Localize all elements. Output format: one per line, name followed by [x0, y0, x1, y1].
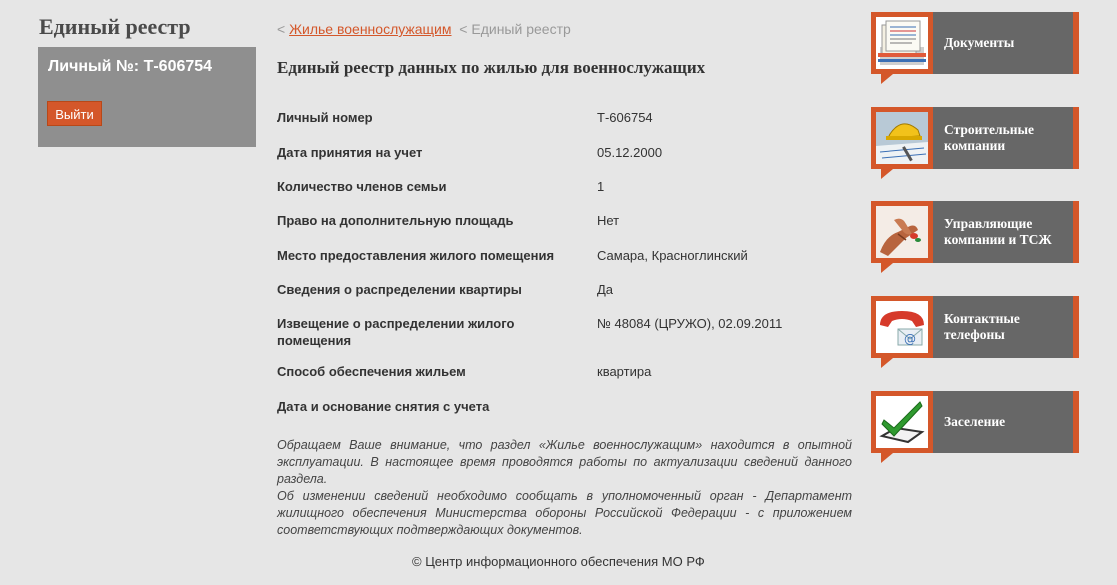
svg-text:@: @ — [904, 332, 916, 346]
notice — [277, 437, 852, 539]
notice-paragraph: Об изменении сведений необходимо сообщать в уполномоченный орган - Департамент жилищного обеспечения Министерства обороны Российской Федерации - с приложением соответствующих подтверждающих документов. — [277, 489, 852, 537]
handshake-icon — [876, 206, 928, 258]
tile-label: Заселение — [944, 414, 1006, 429]
row-value: Нет — [597, 213, 620, 228]
row-value: № 48084 (ЦРУЖО), 02.09.2011 — [597, 316, 783, 331]
row-label: Способ обеспечения жильем — [277, 364, 466, 379]
row-label: Сведения о распределении квартиры — [277, 282, 522, 297]
documents-icon — [876, 17, 928, 69]
notice-paragraph: Обращаем Ваше внимание, что раздел «Жилье военнослужащим» находится в опытной эксплуатации. В настоящее время проводятся работы по актуализации сведений данного раздела. — [277, 438, 852, 486]
tile-label: Строительные компании — [944, 122, 1035, 153]
row-value: квартира — [597, 364, 652, 379]
row-value: Т-606754 — [597, 110, 653, 125]
breadcrumb-separator: < — [451, 21, 472, 37]
tile-documents[interactable] — [871, 12, 1079, 74]
construction-icon — [876, 112, 928, 164]
page-title: Единый реестр данных по жилью для военнослужащих — [277, 58, 706, 77]
tile-label: Документы — [944, 35, 1015, 50]
tile-label: Управляющие компании и ТСЖ — [944, 216, 1052, 247]
tile-label: Контактные телефоны — [944, 311, 1020, 342]
row-label: Извещение о распределении жилого помещения — [277, 316, 515, 348]
personal-number: Личный №: Т-606754 — [48, 58, 213, 75]
row-value: Самара, Красноглинский — [597, 248, 748, 263]
footer-copyright: © Центр информационного обеспечения МО РФ — [412, 554, 705, 569]
tile-construction-companies[interactable] — [871, 107, 1079, 169]
tile-image-frame — [871, 296, 933, 358]
breadcrumb-link-housing[interactable]: Жилье военнослужащим — [289, 21, 452, 37]
breadcrumb-current: Единый реестр — [471, 21, 571, 37]
tile-image-frame — [871, 107, 933, 169]
checkmark-icon — [876, 396, 928, 448]
tile-management-companies[interactable] — [871, 201, 1079, 263]
breadcrumb — [277, 21, 571, 37]
phone-icon — [876, 301, 928, 353]
row-label: Дата и основание снятия с учета — [277, 399, 490, 414]
row-label: Дата принятия на учет — [277, 145, 423, 160]
row-value: Да — [597, 282, 614, 297]
row-label: Право на дополнительную площадь — [277, 213, 514, 228]
tile-contact-phones[interactable] — [871, 296, 1079, 358]
breadcrumb-separator: < — [277, 21, 290, 37]
tile-settlement[interactable] — [871, 391, 1079, 453]
row-label: Количество членов семьи — [277, 179, 447, 194]
site-title: Единый реестр — [39, 14, 191, 39]
row-value: 1 — [597, 179, 605, 194]
tile-image-frame — [871, 391, 933, 453]
row-label: Место предоставления жилого помещения — [277, 248, 555, 263]
row-value: 05.12.2000 — [597, 145, 663, 160]
tile-image-frame — [871, 12, 933, 74]
user-panel — [38, 47, 256, 147]
logout-button[interactable]: Выйти — [47, 101, 102, 126]
row-label: Личный номер — [277, 110, 373, 125]
tile-image-frame — [871, 201, 933, 263]
